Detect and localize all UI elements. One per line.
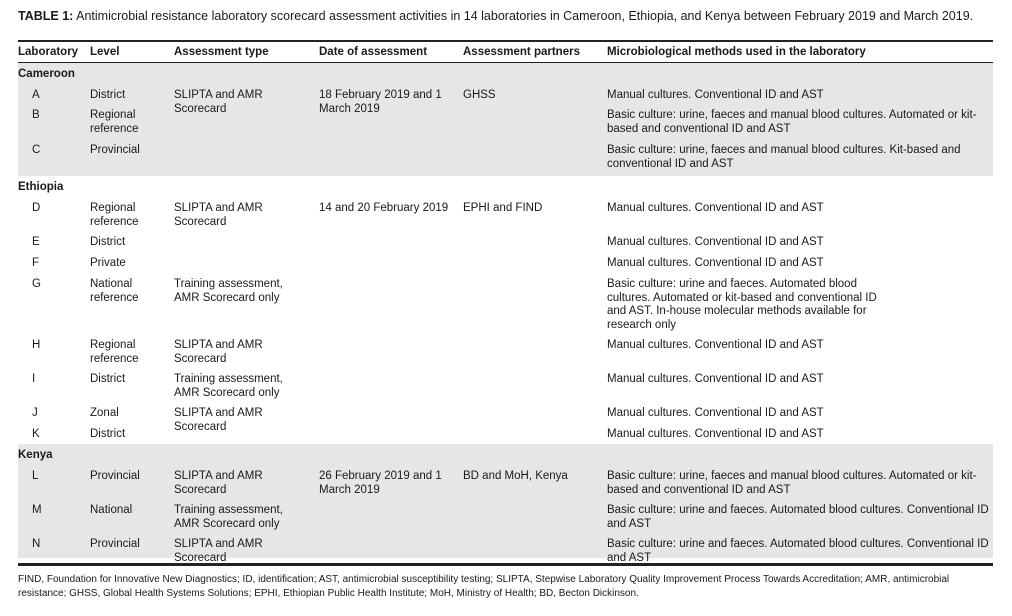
caption-label: TABLE 1: bbox=[18, 9, 74, 23]
assessment-type-cell: Training assessment, AMR Scorecard only bbox=[174, 373, 283, 399]
table-row bbox=[18, 423, 993, 444]
methods-cell: Basic culture: urine, faeces and manual blood cultures. Automated or kit-based and conventional ID and AST bbox=[607, 109, 977, 135]
table-row bbox=[18, 231, 993, 252]
lab-cell: E bbox=[32, 236, 40, 248]
table-row bbox=[18, 139, 993, 176]
table-caption bbox=[18, 9, 998, 23]
methods-cell: Manual cultures. Conventional ID and AST bbox=[607, 373, 824, 385]
table-row bbox=[18, 84, 993, 115]
lab-cell: H bbox=[32, 339, 41, 351]
level-cell: District bbox=[90, 89, 126, 101]
level-cell: National reference bbox=[90, 278, 139, 304]
assessment-type-cell: SLIPTA and AMR Scorecard bbox=[174, 407, 263, 433]
lab-cell: D bbox=[32, 202, 41, 214]
table-row bbox=[18, 197, 993, 231]
methods-cell: Manual cultures. Conventional ID and AST bbox=[607, 339, 824, 351]
table-body bbox=[18, 63, 993, 564]
assessment-type-cell: SLIPTA and AMR Scorecard bbox=[174, 470, 263, 496]
methods-cell: Basic culture: urine and faeces. Automated blood cultures. Conventional ID and AST bbox=[607, 504, 989, 530]
level-cell: Regional reference bbox=[90, 109, 139, 135]
lab-cell: K bbox=[32, 428, 40, 440]
date-cell: 18 February 2019 and 1 March 2019 bbox=[319, 89, 442, 115]
table-header bbox=[18, 44, 993, 63]
lab-cell: L bbox=[32, 470, 39, 482]
top-rule bbox=[18, 40, 993, 42]
partners-cell: BD and MoH, Kenya bbox=[463, 470, 568, 482]
country-label: Cameroon bbox=[18, 68, 75, 80]
methods-cell: Manual cultures. Conventional ID and AST bbox=[607, 407, 824, 419]
lab-cell: M bbox=[32, 504, 42, 516]
table-row bbox=[18, 104, 993, 139]
level-cell: Zonal bbox=[90, 407, 119, 419]
table-footnote: FIND, Foundation for Innovative New Diagnostics; ID, identification; AST, antimicrobial susceptibility testing; SLIPTA, Stepwise Laboratory Quality Improvement Process Towards Accreditation; AMR, antimicrobial resistance; GHSS, Global Health Systems Solutions; EPHI, Ethiopian Public Health Institute; MoH, Ministry of Health; BD, Becton Dickinson. bbox=[18, 574, 950, 599]
header-date: Date of assessment bbox=[319, 46, 428, 58]
methods-cell: Manual cultures. Conventional ID and AST bbox=[607, 257, 824, 269]
table-row bbox=[18, 533, 993, 564]
assessment-type-cell: SLIPTA and AMR Scorecard bbox=[174, 538, 263, 564]
level-cell: National bbox=[90, 504, 133, 516]
methods-cell: Basic culture: urine and faeces. Automated blood cultures. Automated or kit-based and conventional ID and AST. In-house molecular methods available for research only bbox=[607, 278, 877, 331]
level-cell: District bbox=[90, 236, 126, 248]
assessment-type-cell: SLIPTA and AMR Scorecard bbox=[174, 339, 263, 365]
level-cell: Provincial bbox=[90, 144, 140, 156]
assessment-type-cell: Training assessment, AMR Scorecard only bbox=[174, 504, 283, 530]
partners-cell: GHSS bbox=[463, 89, 496, 101]
level-cell: Provincial bbox=[90, 470, 140, 482]
methods-cell: Basic culture: urine, faeces and manual blood cultures. Kit-based and conventional ID and AST bbox=[607, 144, 961, 170]
header-methods: Microbiological methods used in the laboratory bbox=[607, 46, 866, 58]
date-cell: 26 February 2019 and 1 March 2019 bbox=[319, 470, 442, 496]
date-cell: 14 and 20 February 2019 bbox=[319, 202, 449, 214]
country-row-cameroon bbox=[18, 63, 993, 84]
header-laboratory: Laboratory bbox=[18, 46, 79, 58]
table-row bbox=[18, 252, 993, 273]
lab-cell: F bbox=[32, 257, 40, 269]
country-label: Ethiopia bbox=[18, 181, 64, 193]
table-row bbox=[18, 402, 993, 433]
lab-cell: N bbox=[32, 538, 41, 550]
country-row-kenya bbox=[18, 444, 993, 465]
table-row bbox=[18, 465, 993, 499]
level-cell: Regional reference bbox=[90, 202, 139, 228]
partners-cell: EPHI and FIND bbox=[463, 202, 543, 214]
table-row bbox=[18, 273, 993, 334]
lab-cell: A bbox=[32, 89, 40, 101]
table-row bbox=[18, 499, 993, 533]
methods-cell: Manual cultures. Conventional ID and AST bbox=[607, 202, 824, 214]
header-assessment-type: Assessment type bbox=[174, 46, 269, 58]
table-row bbox=[18, 368, 993, 402]
lab-cell: I bbox=[32, 373, 36, 385]
lab-cell: G bbox=[32, 278, 41, 290]
table-row bbox=[18, 334, 993, 368]
assessment-type-cell: SLIPTA and AMR Scorecard bbox=[174, 202, 263, 228]
header-level: Level bbox=[90, 46, 120, 58]
level-cell: District bbox=[90, 373, 126, 385]
lab-cell: C bbox=[32, 144, 41, 156]
header-partners: Assessment partners bbox=[463, 46, 580, 58]
country-label: Kenya bbox=[18, 449, 53, 461]
methods-cell: Basic culture: urine, faeces and manual blood cultures. Automated or kit-based and conventional ID and AST bbox=[607, 470, 977, 496]
level-cell: Regional reference bbox=[90, 339, 139, 365]
lab-cell: B bbox=[32, 109, 40, 121]
methods-cell: Manual cultures. Conventional ID and AST bbox=[607, 236, 824, 248]
level-cell: District bbox=[90, 428, 126, 440]
methods-cell: Manual cultures. Conventional ID and AST bbox=[607, 428, 824, 440]
lab-cell: J bbox=[32, 407, 38, 419]
assessment-type-cell: Training assessment, AMR Scorecard only bbox=[174, 278, 283, 304]
methods-cell: Manual cultures. Conventional ID and AST bbox=[607, 89, 824, 101]
level-cell: Private bbox=[90, 257, 126, 269]
assessment-type-cell: SLIPTA and AMR Scorecard bbox=[174, 89, 263, 115]
level-cell: Provincial bbox=[90, 538, 140, 550]
country-row-ethiopia bbox=[18, 176, 993, 197]
caption-text: Antimicrobial resistance laboratory scorecard assessment activities in 14 laboratories in Cameroon, Ethiopia, and Kenya between February 2019 and March 2019. bbox=[76, 9, 974, 23]
methods-cell: Basic culture: urine and faeces. Automated blood cultures. Conventional ID and AST bbox=[607, 538, 989, 564]
